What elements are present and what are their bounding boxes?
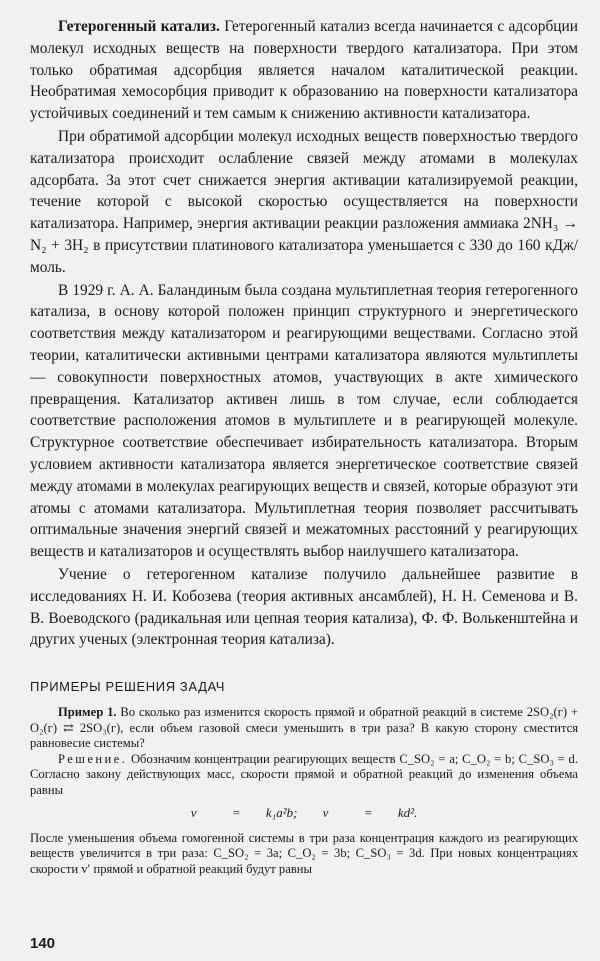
- page-content: [30, 16, 578, 877]
- catalysis-section: [30, 16, 578, 651]
- paragraph-text: Гетерогенный катализ всегда начинается с адсорбции молекул исходных веществ на поверхности твердого катализатора. При этом только обратимая адсорбция является началом каталитической реакции. Необратимая хемосорбция приводит к образованию на поверхности катализатора устойчивых соединений и тем самым к снижению активности катализатора.: [30, 18, 578, 123]
- paragraph-reversible-adsorption: При обратимой адсорбции молекул исходных веществ поверхностью твердого катализатора происходит ослабление связей между атомами в молекулах адсорбата. За этот счет снижается энергия активации катализируемой реакции, течение которой с высокой скоростью осуществляется на поверхности катализатора. Например, энергия активации реакции разложения аммиака 2NH₃ → N₂ + 3H₂ в присутствии платинового катализатора уменьшается с 330 до 160 кДж/моль.: [30, 127, 578, 276]
- after-volume-change: После уменьшения объема гомогенной системы в три раза концентрация каждого из реагирующих веществ увеличится в три раза: C_SO₂ = 3a; C_O₂ = 3b; C_SO₃ = 3d. При новых концентрациях скорости v′ прямой и обратной реакций будут равны: [30, 830, 578, 876]
- page-number: 140: [30, 935, 56, 952]
- example-1: [30, 705, 578, 752]
- example-text: Во сколько раз изменится скорость прямой и обратной реакций в системе 2SO₂(г) + O₂(г) ⇄ 2SO₃(г), если объем газовой смеси уменьшить в три раза? В какую сторону сместится равновесие системы?: [30, 705, 578, 751]
- solution: [30, 752, 578, 799]
- solution-label: Решение.: [58, 751, 128, 766]
- run-in-heading: Гетерогенный катализ.: [58, 18, 220, 35]
- example-label: Пример 1.: [58, 705, 117, 720]
- paragraph-multiplet-theory: В 1929 г. А. А. Баландиным была создана мультиплетная теория гетерогенного катализа, в основу которой положен принцип структурного и энергетического соответствия между катализатором и реагирующими веществами. Согласно этой теории, каталитически активными центрами катализатора являются мультиплеты — совокупности поверхностных атомов, участвующих в акте химического превращения. Катализатор активен лишь в том случае, если соблюдается соответствие расположения атомов в мультиплете и в реагирующей молекуле. Структурное соответствие обеспечивает избирательность катализатора. Вторым условием активности катализатора является энергетическое соответствие связей между атомами в молекулах реагирующих веществ и связей, которые образуют эти атомы с атомами катализатора. Мультиплетная теория позволяет рассчитывать оптимальные значения энергий связей и межатомных расстояний у реагирующих веществ и катализаторов и осуществлять выбор наилучшего катализатора.: [30, 281, 578, 561]
- paragraph-heterogeneous-catalysis: [30, 16, 578, 125]
- examples-section: [30, 705, 578, 877]
- paragraph-further-development: Учение о гетерогенном катализе получило дальнейшее развитие в исследованиях Н. И. Кобозева (теория активных ансамблей), Н. Н. Семенова и В. В. Воеводского (радикальная или цепная теория катализа), Ф. Ф. Волькенштейна и других ученых (электронная теория катализа).: [30, 565, 578, 649]
- solution-text: Обозначим концентрации реагирующих веществ C_SO₂ = a; C_O₂ = b; C_SO₃ = d. Согласно закону действующих масс, скорости прямой и обратной реакций до изменения объема равны: [30, 751, 578, 798]
- rate-formula: v⃗ = k₁a²b; v⃖ = kd².: [190, 804, 418, 820]
- section-heading-examples: ПРИМЕРЫ РЕШЕНИЯ ЗАДАЧ: [30, 679, 225, 695]
